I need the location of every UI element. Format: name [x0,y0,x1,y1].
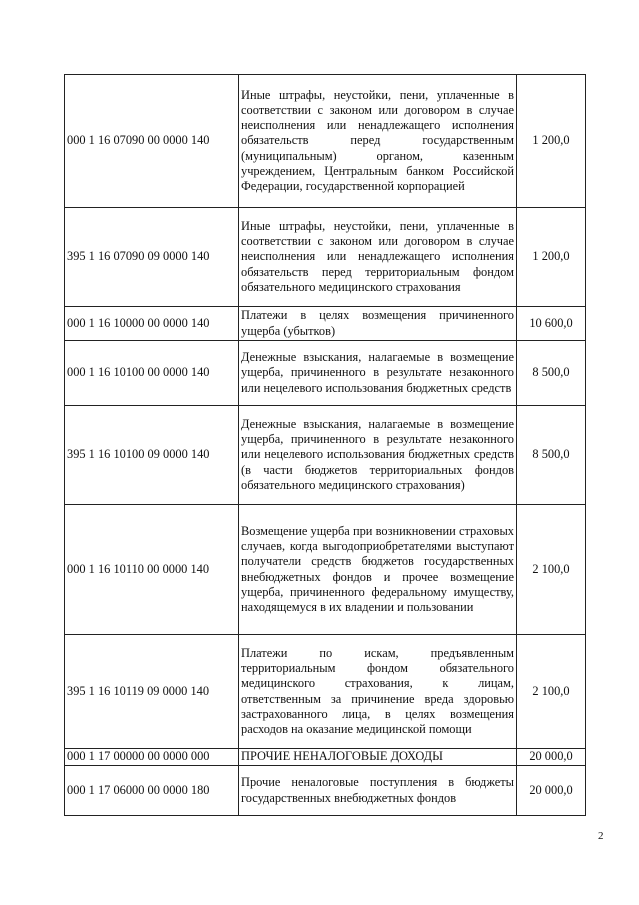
description-cell: Прочие неналоговые поступления в бюджеты государственных внебюджетных фондов [239,766,517,816]
table-row [65,341,586,406]
amount-cell: 20 000,0 [517,766,586,816]
amount-cell: 1 200,0 [517,208,586,307]
description-cell: Платежи в целях возмещения причиненного ущерба (убытков) [239,307,517,341]
table-row [65,766,586,816]
description-cell: Иные штрафы, неустойки, пени, уплаченные в соответствии с законом или договором в случае неисполнения или ненадлежащего исполнения обязательств перед территориальным фондом обязательного медицинского страхования [239,208,517,307]
amount-cell: 1 200,0 [517,75,586,208]
amount-cell: 2 100,0 [517,505,586,635]
budget-code-cell: 000 1 16 07090 00 0000 140 [65,75,239,208]
budget-code-cell: 395 1 16 07090 09 0000 140 [65,208,239,307]
amount-cell: 8 500,0 [517,341,586,406]
table-row [65,75,586,208]
budget-code-cell: 395 1 16 10100 09 0000 140 [65,406,239,505]
amount-cell: 20 000,0 [517,749,586,766]
description-cell: Денежные взыскания, налагаемые в возмещение ущерба, причиненного в результате незаконного или нецелевого использования бюджетных средств (в части бюджетов территориальных фондов обязательного медицинского страхования) [239,406,517,505]
table-row [65,635,586,749]
amount-cell: 10 600,0 [517,307,586,341]
budget-code-cell: 000 1 16 10110 00 0000 140 [65,505,239,635]
amount-cell: 2 100,0 [517,635,586,749]
budget-code-cell: 000 1 16 10000 00 0000 140 [65,307,239,341]
budget-code-cell: 000 1 17 00000 00 0000 000 [65,749,239,766]
table-row [65,307,586,341]
description-cell: Платежи по искам, предъявленным территориальным фондом обязательного медицинского страхования, к лицам, ответственным за причинение вреда здоровью застрахованного лица, в целях возмещения расходов на оказание медицинской помощи [239,635,517,749]
budget-code-cell: 395 1 16 10119 09 0000 140 [65,635,239,749]
table-row [65,406,586,505]
revenue-table [64,74,586,816]
table-row [65,505,586,635]
budget-code-cell: 000 1 17 06000 00 0000 180 [65,766,239,816]
description-cell: Возмещение ущерба при возникновении страховых случаев, когда выгодоприобретателями выступают получатели средств бюджетов государственных внебюджетных фондов и прочее возмещение ущерба, причиненного федеральному имуществу, находящемуся в их владении и пользовании [239,505,517,635]
amount-cell: 8 500,0 [517,406,586,505]
description-cell: ПРОЧИЕ НЕНАЛОГОВЫЕ ДОХОДЫ [239,749,517,766]
description-cell: Иные штрафы, неустойки, пени, уплаченные в соответствии с законом или договором в случае неисполнения или ненадлежащего исполнения обязательств перед государственным (муниципальным) органом, казенным учреждением, Центральным банком Российской Федерации, государственной корпорацией [239,75,517,208]
table-row [65,749,586,766]
description-cell: Денежные взыскания, налагаемые в возмещение ущерба, причиненного в результате незаконного или нецелевого использования бюджетных средств [239,341,517,406]
table-row [65,208,586,307]
page-number: 2 [598,830,604,842]
budget-code-cell: 000 1 16 10100 00 0000 140 [65,341,239,406]
